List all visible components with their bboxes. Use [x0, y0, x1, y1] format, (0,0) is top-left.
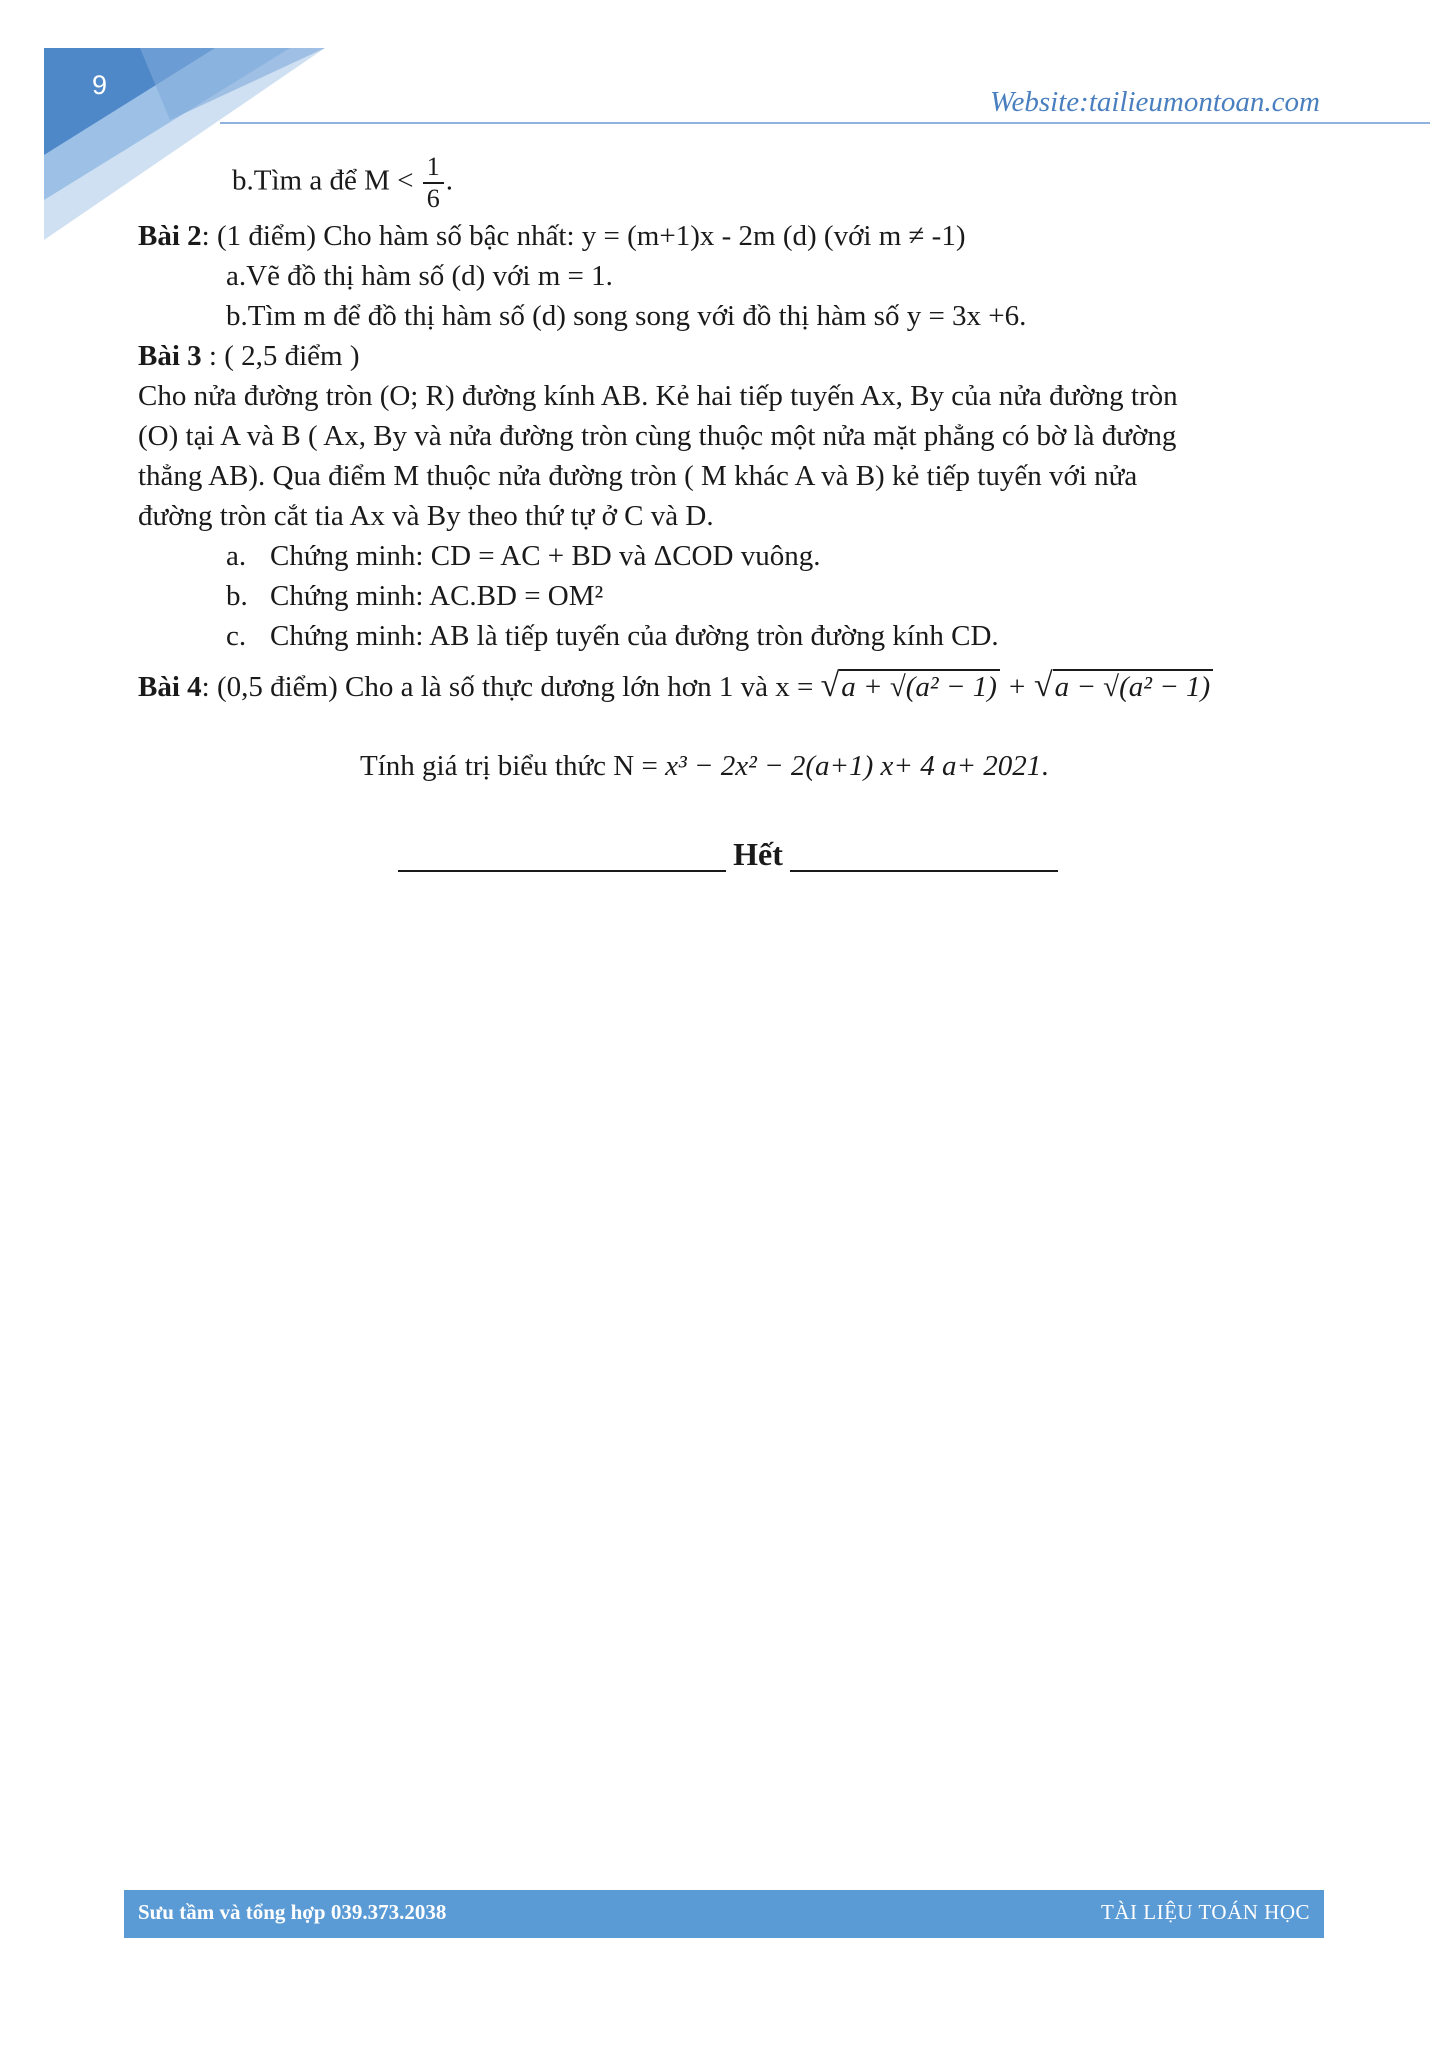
bai1b-suffix: . — [445, 164, 453, 197]
end-marker — [398, 834, 1058, 874]
footer-bar — [124, 1890, 1324, 1938]
bai4-formula: √a + √(a² − 1) + √a − √(a² − 1) — [821, 671, 1214, 703]
bai2-text: : (1 điểm) Cho hàm số bậc nhất: y = (m+1)x - 2m (d) (với m ≠ -1) — [201, 220, 966, 252]
bai3-para-line: đường tròn cắt tia Ax và By theo thứ tự ở C và D. — [138, 500, 714, 532]
bai3-label: Bài 3 — [138, 340, 202, 372]
bai3-item-b — [226, 576, 603, 616]
item-text: Chứng minh: AC.BD = OM² — [270, 580, 604, 612]
bai3-para-line: thẳng AB). Qua điểm M thuộc nửa đường tròn ( M khác A và B) kẻ tiếp tuyến với nửa — [138, 460, 1138, 492]
bai2b: b.Tìm m để đồ thị hàm số (d) song song với đồ thị hàm số y = 3x +6. — [226, 300, 1027, 332]
bai2a: a.Vẽ đồ thị hàm số (d) với m = 1. — [226, 260, 613, 292]
sqrt-icon: √ — [1033, 667, 1053, 704]
page-number: 9 — [92, 70, 108, 100]
bai4-text: : (0,5 điểm) Cho a là số thực dương lớn hơn 1 và x = — [201, 671, 814, 703]
footer-right-text: TÀI LIỆU TOÁN HỌC — [1101, 1900, 1310, 1924]
item-text: Chứng minh: CD = AC + BD và ΔCOD vuông. — [270, 540, 821, 572]
end-rule-right — [790, 870, 1058, 872]
bai2-label: Bài 2 — [138, 220, 202, 252]
header-divider — [220, 122, 1430, 124]
sqrt-icon: √ — [820, 667, 840, 704]
bai3-para-line: (O) tại A và B ( Ax, By và nửa đường tròn cùng thuộc một nửa mặt phẳng có bờ là đường — [138, 420, 1177, 452]
bai4-calc-prefix: Tính giá trị biểu thức N = — [360, 750, 658, 782]
bai3-para-line: Cho nửa đường tròn (O; R) đường kính AB. Kẻ hai tiếp tuyến Ax, By của nửa đường tròn — [138, 380, 1178, 412]
bai2-heading — [138, 216, 966, 256]
radical-2: a − √(a² − 1) — [1053, 669, 1214, 703]
fraction-numerator: 1 — [423, 152, 444, 184]
item-text: Chứng minh: AB là tiếp tuyến của đường tròn đường kính CD. — [270, 620, 999, 652]
website-header: Website:tailieumontoan.com — [990, 86, 1320, 118]
bai3-heading — [138, 336, 360, 376]
end-label: Hết — [733, 836, 783, 872]
bai1b-line — [232, 152, 453, 214]
item-marker: c. — [226, 620, 247, 652]
bai4-calc-expr: x³ − 2x² − 2(a+1) x+ 4 a+ 2021 — [665, 750, 1042, 782]
fraction — [423, 152, 444, 214]
bai3-text: : ( 2,5 điểm ) — [201, 340, 360, 372]
bai4-line — [138, 666, 1213, 707]
footer-left-text: Sưu tầm và tổng hợp 039.373.2038 — [138, 1900, 447, 1924]
bai3-item-a — [226, 536, 820, 576]
bai4-calc-line — [360, 746, 1049, 786]
bai4-calc-period: . — [1041, 750, 1049, 782]
item-marker: a. — [226, 540, 247, 572]
end-rule-left — [398, 870, 726, 872]
item-marker: b. — [226, 580, 248, 612]
bai1b-prefix: b.Tìm a để M < — [232, 164, 414, 197]
bai3-item-c — [226, 616, 999, 656]
bai4-label: Bài 4 — [138, 671, 202, 703]
radical-1: a + √(a² − 1) — [839, 669, 1000, 703]
fraction-denominator: 6 — [426, 184, 440, 213]
